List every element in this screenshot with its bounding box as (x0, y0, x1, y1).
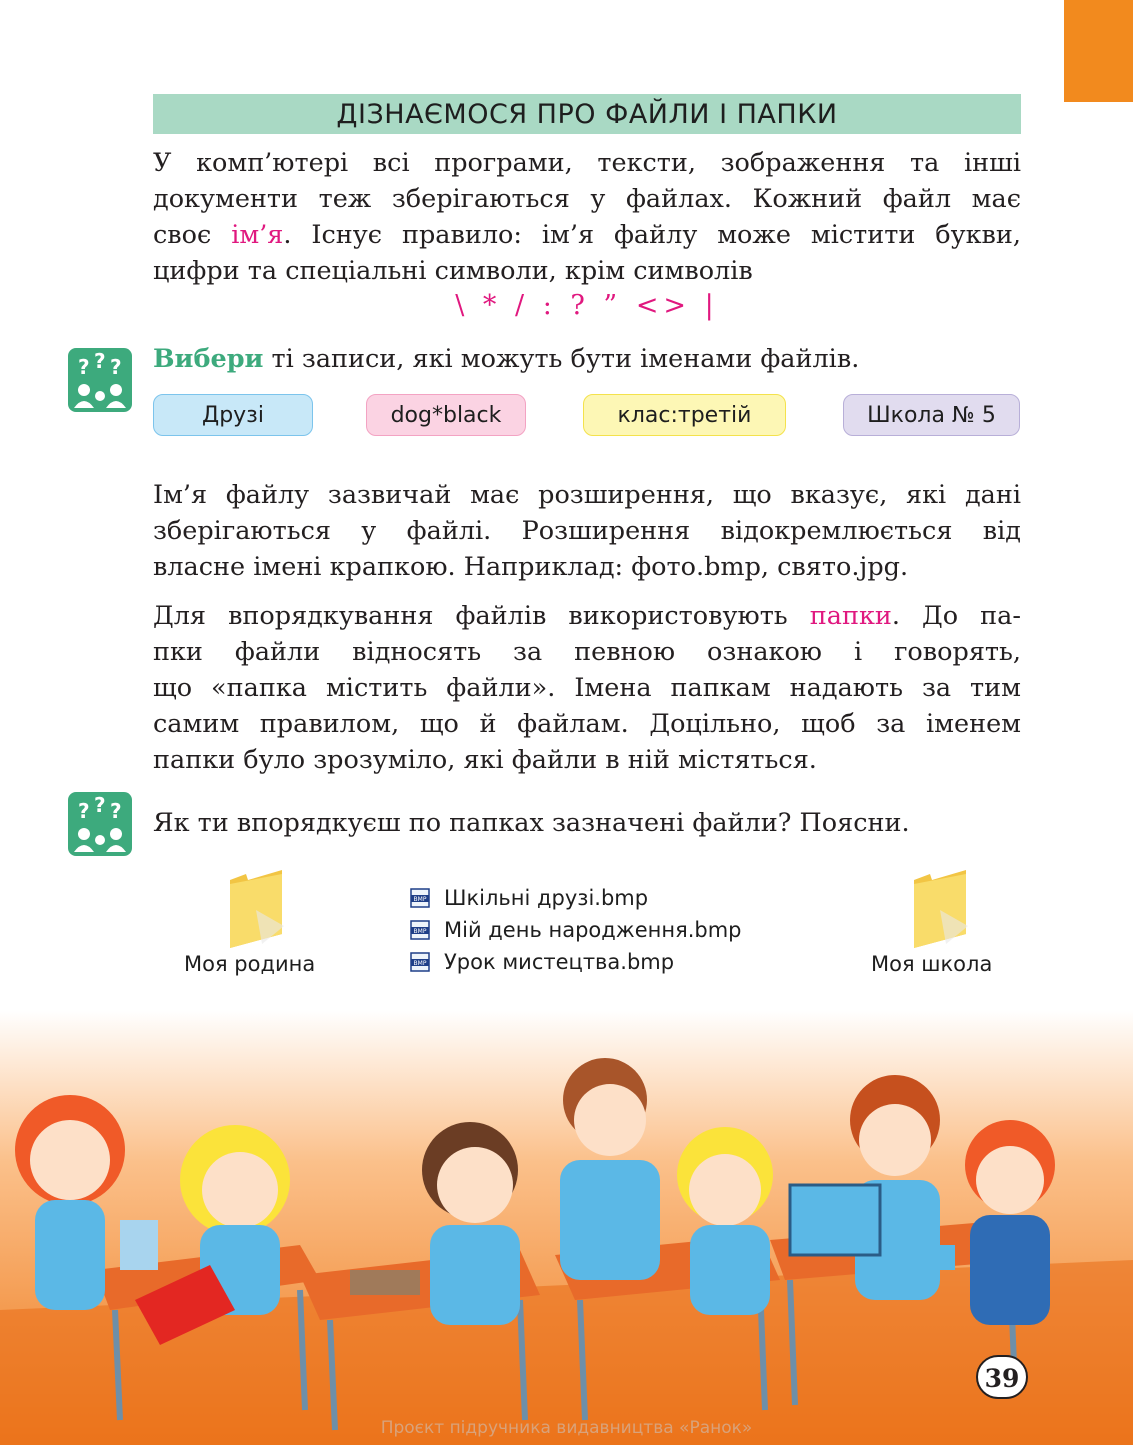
question-group-icon (68, 792, 132, 856)
file-item[interactable] (410, 882, 742, 914)
task-1-verb: Вибери (153, 344, 264, 374)
option-chip-2[interactable]: dog*black (366, 394, 526, 436)
intro-line-1: У комп’ютері всі програми, тексти, зображення та інші (153, 148, 1021, 178)
section-title: ДІЗНАЄМОСЯ ПРО ФАЙЛИ І ПАПКИ (153, 94, 1021, 134)
task-2-prompt: Як ти впорядкуєш по папках зазначені файли? Поясни. (153, 808, 910, 838)
file-item[interactable] (410, 946, 742, 978)
folders-line-1 (153, 598, 1021, 634)
intro-line-3-pre: своє (153, 220, 212, 250)
bmp-file-icon (410, 920, 430, 940)
folders-line-5: папки було зрозуміло, які файли в ній містяться. (153, 745, 817, 775)
file-name: Мій день народження.bmp (444, 918, 742, 942)
intro-line-3-post: . Існує правило: ім’я файлу може містити букви, (283, 220, 1022, 250)
file-list (410, 882, 742, 978)
extension-paragraph (153, 477, 1021, 585)
intro-line-3 (153, 217, 1021, 253)
file-name: Шкільні друзі.bmp (444, 886, 649, 910)
folders-line-4: самим правилом, що й файлам. Доцільно, щоб за іменем (153, 709, 1021, 739)
svg-text:BMP: BMP (413, 896, 427, 903)
footer-note: Проєкт підручника видавництва «Ранок» (380, 1418, 753, 1438)
svg-text:?: ? (110, 799, 122, 823)
intro-paragraph (153, 145, 1021, 289)
folder-label-school: Моя школа (871, 952, 993, 976)
term-name: ім’я (231, 220, 284, 250)
question-group-icon (68, 348, 132, 412)
file-item[interactable] (410, 914, 742, 946)
file-name: Урок мистецтва.bmp (444, 950, 675, 974)
svg-text:?: ? (94, 793, 106, 817)
svg-text:BMP: BMP (413, 928, 427, 935)
classroom-illustration (0, 1010, 1133, 1445)
option-chip-1[interactable]: Друзі (153, 394, 313, 436)
svg-text:?: ? (78, 355, 90, 379)
ext-line-1: Ім’я файлу зазвичай має розширення, що вказує, які дані (153, 480, 1021, 510)
svg-text:?: ? (110, 355, 122, 379)
term-folders: папки (809, 601, 892, 631)
ext-line-3: власне імені крапкою. Наприклад: фото.bmp, свято.jpg. (153, 552, 909, 582)
folders-line-2: пки файли відносять за певною ознакою і говорять, (153, 637, 1021, 667)
folders-line-1-post: . До па- (891, 601, 1021, 631)
bmp-file-icon (410, 952, 430, 972)
intro-line-2: документи теж зберігаються у файлах. Кожний файл має (153, 184, 1021, 214)
bmp-file-icon (410, 888, 430, 908)
corner-tab (1064, 0, 1133, 102)
folders-line-1-pre: Для впорядкування файлів використовують (153, 601, 788, 631)
svg-text:?: ? (78, 799, 90, 823)
folder-icon[interactable] (226, 870, 286, 948)
ext-line-2: зберігаються у файлі. Розширення відокремлюється від (153, 516, 1021, 546)
folder-label-family: Моя родина (184, 952, 316, 976)
svg-text:?: ? (94, 349, 106, 373)
task-1-prompt (153, 344, 859, 374)
intro-line-4: цифри та спеціальні символи, крім символів (153, 256, 753, 286)
task-1-text: ті записи, які можуть бути іменами файлів. (263, 344, 860, 374)
option-chip-3[interactable]: клас:третій (583, 394, 786, 436)
option-chip-4[interactable]: Школа № 5 (843, 394, 1020, 436)
svg-text:BMP: BMP (413, 960, 427, 967)
forbidden-symbols: \ * / : ? ” <> | (455, 290, 719, 321)
folder-icon[interactable] (910, 870, 970, 948)
page-number: 39 (976, 1355, 1028, 1399)
folders-line-3: що «папка містить файли». Імена папкам надають за тим (153, 673, 1021, 703)
folders-paragraph (153, 598, 1021, 778)
